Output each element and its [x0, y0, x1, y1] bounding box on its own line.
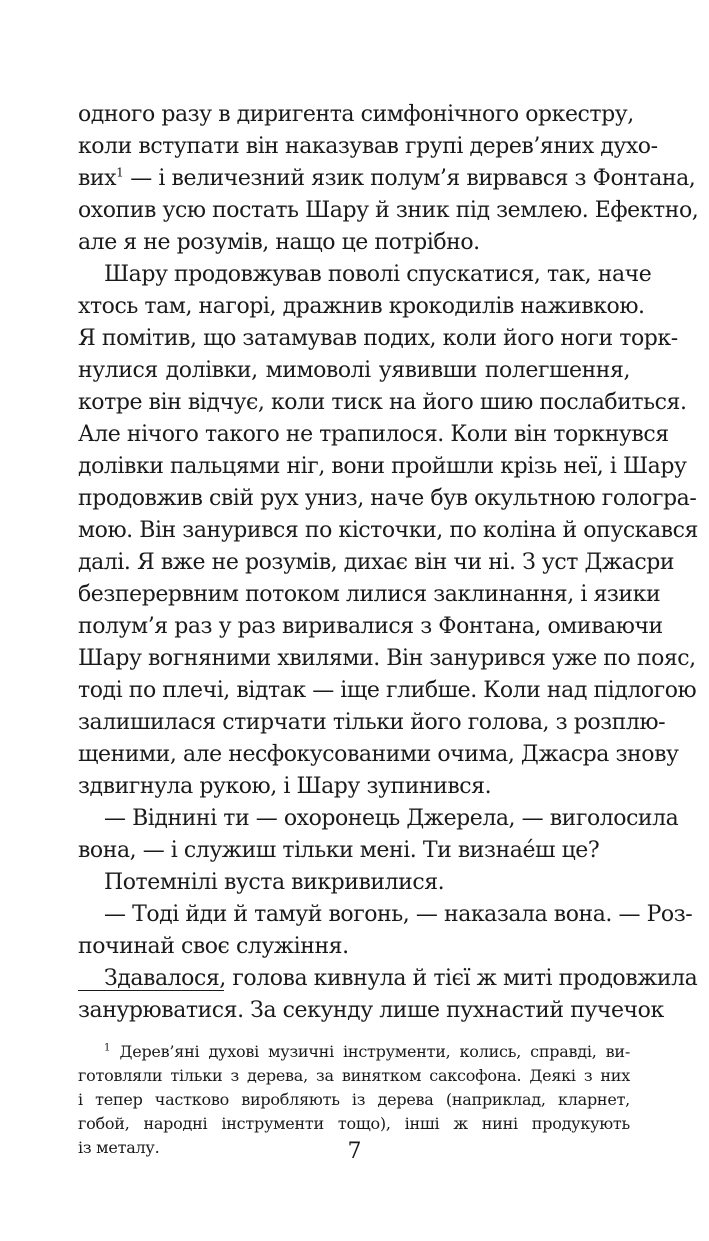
text-line: залишилася стирчати тільки його голова, з розплю- — [78, 710, 666, 735]
text-line: охопив усю постать Шару й зник під землею. Ефектно, — [78, 198, 699, 223]
text-line: занурюватися. За секунду лише пухнастий пучечок — [78, 998, 664, 1023]
text-line: далі. Я вже не розумів, дихає він чи ні. З уст Джасри — [78, 550, 675, 575]
text-fragment: — і величезний язик полум’я вирвався з Фонтана, — [123, 166, 696, 191]
text-line: одного разу в диригента симфонічного оркестру, — [78, 102, 634, 127]
text-fragment: Дерев’яні духові музичні інструменти, колись, справді, ви- — [110, 1042, 630, 1061]
text-line: — Тоді йди й тамуй вогонь, — наказала вона. — Роз- — [104, 902, 693, 927]
footnote-line — [104, 1040, 630, 1064]
text-line: продовжив свій рух униз, наче був окультною гологра- — [78, 486, 697, 511]
text-line: мою. Він занурився по кісточки, по коліна й опускався — [78, 518, 698, 543]
footnote-line: готовляли тільки з дерева, за винятком саксофона. Деякі з них — [78, 1066, 630, 1085]
text-line: починай своє служіння. — [78, 934, 349, 959]
text-line: котре він відчує, коли тиск на його шию послабиться. — [78, 390, 687, 415]
text-line — [78, 164, 696, 194]
text-line: вона, — і служиш тільки мені. Ти визнае́ш це? — [78, 838, 600, 863]
footnote-line: і тепер частково виробляють із дерева (наприклад, кларнет, — [78, 1090, 630, 1109]
text-line: хтось там, нагорі, дражнив крокодилів наживкою. — [78, 294, 645, 319]
footnote-ref: 1 — [116, 165, 124, 180]
text-line: долівки пальцями ніг, вони пройшли крізь неї, і Шару — [78, 454, 687, 479]
page-number: 7 — [347, 1139, 362, 1164]
text-line: тоді по плечі, відтак — іще глибше. Коли над підлогою — [78, 678, 697, 703]
text-line: безперервним потоком лилися заклинання, і язики — [78, 582, 661, 607]
footnote-number: 1 — [104, 1042, 111, 1054]
text-line: коли вступати він наказував групі дерев’яних духо- — [78, 134, 658, 159]
text-line: нулися долівки, мимоволі уявивши полегшення, — [78, 358, 630, 383]
text-line: Шару вогняними хвилями. Він занурився уже по пояс, — [78, 646, 696, 671]
text-line: але я не розумів, нащо це потрібно. — [78, 230, 480, 255]
footnote-divider — [78, 990, 224, 991]
text-line: здвигнула рукою, і Шару зупинився. — [78, 774, 492, 799]
text-line: щеними, але несфокусованими очима, Джасра знову — [78, 742, 679, 767]
footnote-line: із металу. — [78, 1138, 160, 1157]
text-line: Здавалося, голова кивнула й тієї ж миті продовжила — [104, 966, 698, 991]
text-line: полум’я раз у раз виривалися з Фонтана, омиваючи — [78, 614, 663, 639]
text-fragment: вих — [78, 166, 117, 191]
text-line: Але нічого такого не трапилося. Коли він торкнувся — [78, 422, 669, 447]
text-line: Шару продовжував поволі спускатися, так, наче — [104, 262, 652, 287]
text-line: Я помітив, що затамував подих, коли його ноги торк- — [78, 326, 678, 351]
footnote-line: гобой, народні інструменти тощо), інші ж нині продукують — [78, 1114, 630, 1133]
text-line: — Віднині ти — охоронець Джерела, — виголосила — [104, 806, 679, 831]
text-line: Потемнілі вуста викривилися. — [104, 870, 445, 895]
